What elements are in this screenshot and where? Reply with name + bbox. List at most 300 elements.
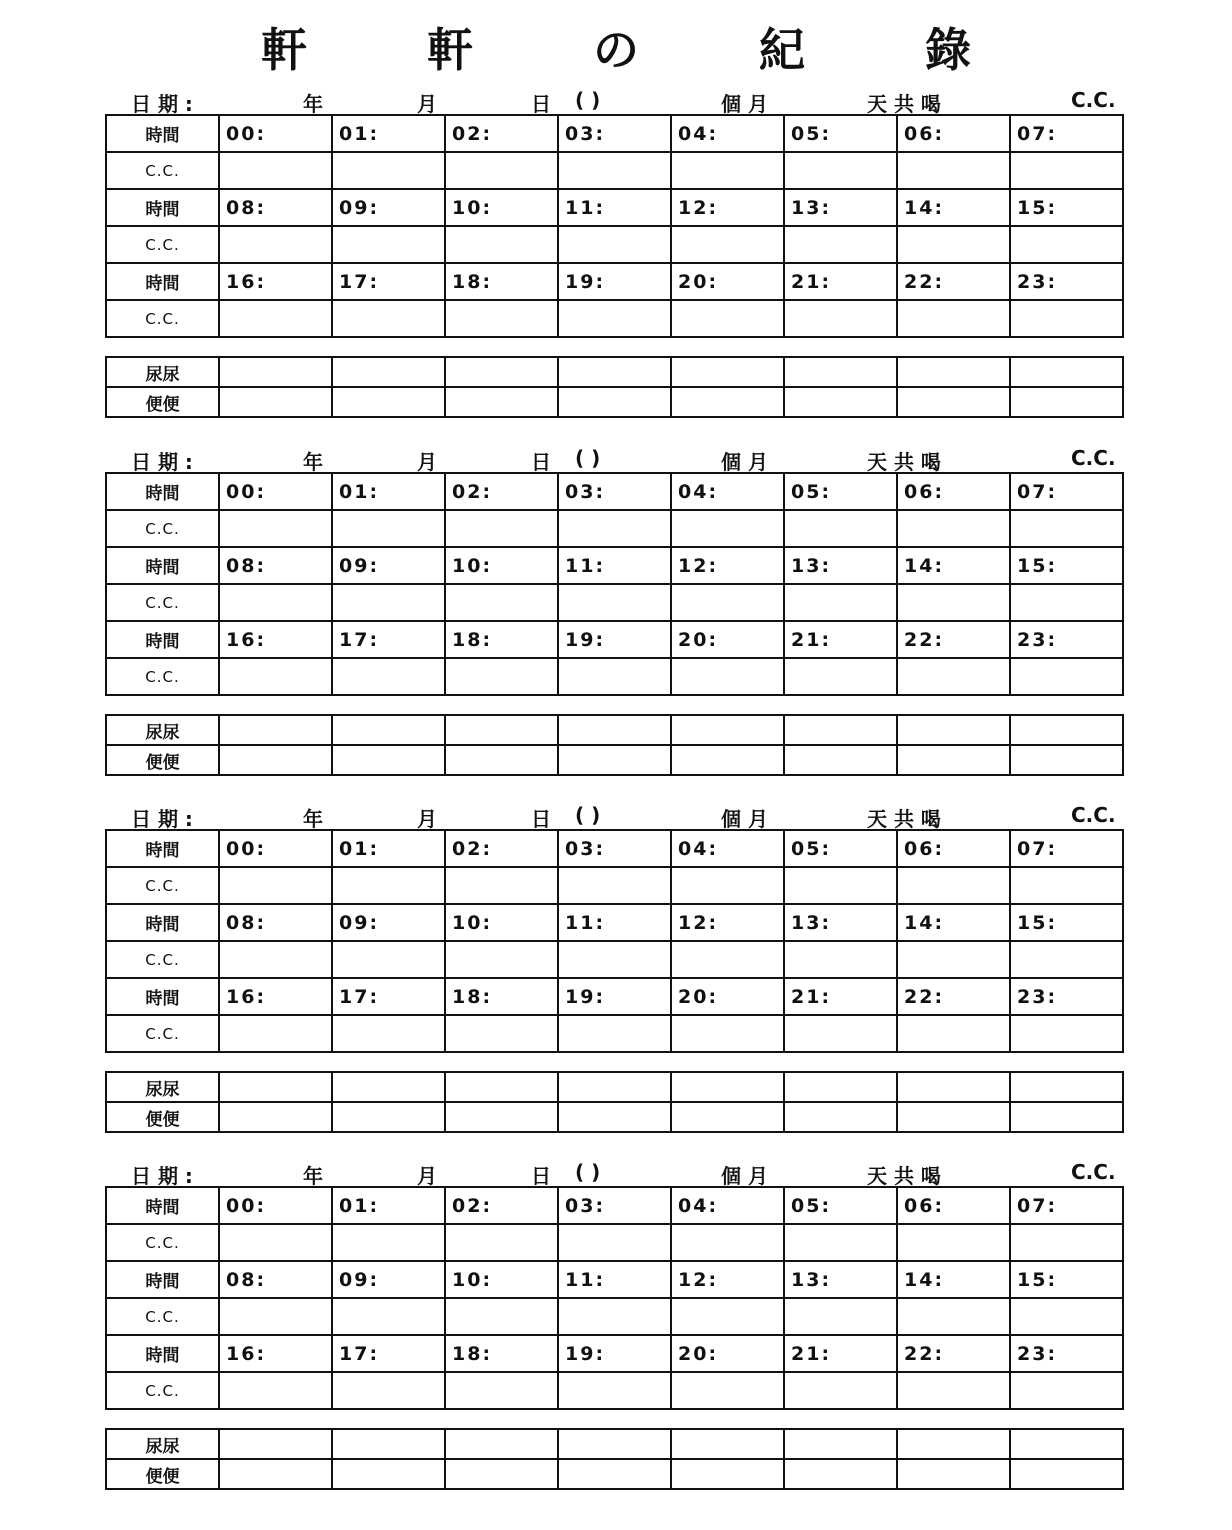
- cc-cell[interactable]: [558, 1372, 671, 1409]
- pee-cell[interactable]: [1010, 1429, 1123, 1459]
- hour-cell[interactable]: 03:: [558, 830, 671, 867]
- poop-cell[interactable]: [219, 1459, 332, 1489]
- day-record-3: [105, 803, 1123, 1133]
- cc-cell[interactable]: [1010, 152, 1123, 189]
- cc-cell[interactable]: [897, 1224, 1010, 1261]
- cc-cell[interactable]: [671, 1224, 784, 1261]
- cc-cell[interactable]: [558, 510, 671, 547]
- cc-cell[interactable]: [558, 658, 671, 695]
- cc-cell[interactable]: [897, 510, 1010, 547]
- cc-cell[interactable]: [332, 867, 445, 904]
- poop-cell[interactable]: [1010, 1459, 1123, 1489]
- hour-cell[interactable]: 19:: [558, 1335, 671, 1372]
- pee-cell[interactable]: [445, 1072, 558, 1102]
- cc-cell[interactable]: [558, 1298, 671, 1335]
- cc-cell[interactable]: [1010, 226, 1123, 263]
- pee-cell[interactable]: [1010, 357, 1123, 387]
- hour-cell[interactable]: 11:: [558, 547, 671, 584]
- pee-cell[interactable]: [558, 1072, 671, 1102]
- hour-cell[interactable]: 15:: [1010, 904, 1123, 941]
- hour-cell[interactable]: 01:: [332, 473, 445, 510]
- pee-cell[interactable]: [784, 1072, 897, 1102]
- cc-row-label: C.C.: [106, 1298, 219, 1335]
- pee-cell[interactable]: [558, 1429, 671, 1459]
- cc-cell[interactable]: [558, 584, 671, 621]
- hour-cell[interactable]: 10:: [445, 1261, 558, 1298]
- pee-cell[interactable]: [897, 1072, 1010, 1102]
- cc-cell[interactable]: [445, 510, 558, 547]
- pee-cell[interactable]: [558, 715, 671, 745]
- cc-cell[interactable]: [558, 1015, 671, 1052]
- hour-cell[interactable]: 11:: [558, 904, 671, 941]
- hour-cell[interactable]: 08:: [219, 547, 332, 584]
- cc-cell[interactable]: [445, 1224, 558, 1261]
- age-months-label: 個 月: [721, 807, 768, 831]
- hour-cell[interactable]: 07:: [1010, 473, 1123, 510]
- poop-cell[interactable]: [671, 1102, 784, 1132]
- hour-cell[interactable]: 15:: [1010, 547, 1123, 584]
- cc-cell[interactable]: [445, 226, 558, 263]
- hour-cell[interactable]: 21:: [784, 1335, 897, 1372]
- pee-cell[interactable]: [332, 357, 445, 387]
- poop-row: [106, 387, 1123, 417]
- hour-cell[interactable]: 05:: [784, 1187, 897, 1224]
- pee-cell[interactable]: [219, 1429, 332, 1459]
- cc-cell[interactable]: [1010, 1372, 1123, 1409]
- hour-cell[interactable]: 19:: [558, 621, 671, 658]
- cc-row-label: C.C.: [106, 152, 219, 189]
- pee-cell[interactable]: [1010, 1072, 1123, 1102]
- poop-cell[interactable]: [784, 745, 897, 775]
- cc-cell[interactable]: [1010, 658, 1123, 695]
- cc-cell[interactable]: [897, 941, 1010, 978]
- cc-cell[interactable]: [671, 941, 784, 978]
- hour-cell[interactable]: 06:: [897, 830, 1010, 867]
- day-record-4: [105, 1160, 1123, 1490]
- cc-cell[interactable]: [332, 226, 445, 263]
- hour-cell[interactable]: 09:: [332, 547, 445, 584]
- cc-cell[interactable]: [784, 584, 897, 621]
- pee-cell[interactable]: [219, 357, 332, 387]
- cc-cell[interactable]: [219, 584, 332, 621]
- cc-row-label: C.C.: [106, 867, 219, 904]
- hour-cell[interactable]: 05:: [784, 830, 897, 867]
- pee-cell[interactable]: [332, 715, 445, 745]
- poop-cell[interactable]: [332, 1102, 445, 1132]
- cc-cell[interactable]: [332, 1015, 445, 1052]
- cc-cell[interactable]: [445, 941, 558, 978]
- cc-row: [106, 510, 1123, 547]
- hour-cell[interactable]: 22:: [897, 1335, 1010, 1372]
- cc-cell[interactable]: [671, 658, 784, 695]
- cc-cell[interactable]: [784, 226, 897, 263]
- cc-cell[interactable]: [784, 1015, 897, 1052]
- cc-cell[interactable]: [897, 1372, 1010, 1409]
- cc-cell[interactable]: [897, 1015, 1010, 1052]
- time-row: [106, 189, 1123, 226]
- hour-cell[interactable]: 12:: [671, 189, 784, 226]
- hour-cell[interactable]: 11:: [558, 189, 671, 226]
- hour-cell[interactable]: 17:: [332, 263, 445, 300]
- hour-cell[interactable]: 15:: [1010, 189, 1123, 226]
- cc-cell[interactable]: [784, 1372, 897, 1409]
- pee-cell[interactable]: [219, 1072, 332, 1102]
- hour-cell[interactable]: 13:: [784, 547, 897, 584]
- poop-cell[interactable]: [671, 745, 784, 775]
- poop-cell[interactable]: [897, 1102, 1010, 1132]
- poop-cell[interactable]: [1010, 1102, 1123, 1132]
- cc-cell[interactable]: [1010, 584, 1123, 621]
- hour-cell[interactable]: 06:: [897, 115, 1010, 152]
- cc-cell[interactable]: [784, 510, 897, 547]
- hour-cell[interactable]: 23:: [1010, 263, 1123, 300]
- pee-cell[interactable]: [897, 715, 1010, 745]
- hour-cell[interactable]: 23:: [1010, 621, 1123, 658]
- age-months-label: 個 月: [721, 450, 768, 474]
- time-row-label: 時間: [106, 1261, 219, 1298]
- hour-cell[interactable]: 16:: [219, 978, 332, 1015]
- time-row: [106, 978, 1123, 1015]
- cc-cell[interactable]: [897, 658, 1010, 695]
- poop-cell[interactable]: [671, 387, 784, 417]
- poop-cell[interactable]: [445, 745, 558, 775]
- time-row: [106, 115, 1123, 152]
- cc-cell[interactable]: [897, 867, 1010, 904]
- pee-cell[interactable]: [671, 1072, 784, 1102]
- hour-cell[interactable]: 05:: [784, 115, 897, 152]
- hour-cell[interactable]: 04:: [671, 1187, 784, 1224]
- hour-cell[interactable]: 01:: [332, 115, 445, 152]
- feeding-grid: [105, 1186, 1124, 1410]
- cc-cell[interactable]: [1010, 1224, 1123, 1261]
- time-row-label: 時間: [106, 978, 219, 1015]
- day-label: 日: [531, 450, 551, 474]
- pee-cell[interactable]: [332, 1072, 445, 1102]
- total-cc-label: C.C.: [1071, 88, 1116, 112]
- pee-cell[interactable]: [558, 357, 671, 387]
- hour-cell[interactable]: 23:: [1010, 978, 1123, 1015]
- cc-cell[interactable]: [558, 152, 671, 189]
- hour-cell[interactable]: 07:: [1010, 1187, 1123, 1224]
- month-label: 月: [417, 450, 437, 474]
- cc-row-label: C.C.: [106, 1015, 219, 1052]
- cc-cell[interactable]: [897, 152, 1010, 189]
- hour-cell[interactable]: 03:: [558, 115, 671, 152]
- hour-cell[interactable]: 22:: [897, 621, 1010, 658]
- poop-cell[interactable]: [897, 1459, 1010, 1489]
- cc-cell[interactable]: [445, 584, 558, 621]
- hour-cell[interactable]: 19:: [558, 263, 671, 300]
- time-row: [106, 1187, 1123, 1224]
- cc-cell[interactable]: [671, 226, 784, 263]
- poop-row-label: 便便: [106, 1459, 219, 1489]
- pee-cell[interactable]: [897, 1429, 1010, 1459]
- hour-cell[interactable]: 16:: [219, 621, 332, 658]
- poop-cell[interactable]: [219, 745, 332, 775]
- pee-cell[interactable]: [332, 1429, 445, 1459]
- hour-cell[interactable]: 14:: [897, 904, 1010, 941]
- cc-cell[interactable]: [332, 1372, 445, 1409]
- cc-cell[interactable]: [445, 300, 558, 337]
- poop-cell[interactable]: [332, 745, 445, 775]
- pee-cell[interactable]: [784, 715, 897, 745]
- page-title: 軒 軒 の 紀 錄: [260, 23, 1024, 77]
- cc-cell[interactable]: [332, 1224, 445, 1261]
- day-label: 日: [531, 1164, 551, 1188]
- poop-row: [106, 1459, 1123, 1489]
- hour-cell[interactable]: 10:: [445, 904, 558, 941]
- pee-row: [106, 357, 1123, 387]
- hour-cell[interactable]: 07:: [1010, 115, 1123, 152]
- poop-row-label: 便便: [106, 745, 219, 775]
- pee-cell[interactable]: [1010, 715, 1123, 745]
- cc-cell[interactable]: [332, 152, 445, 189]
- poop-cell[interactable]: [445, 387, 558, 417]
- hour-cell[interactable]: 16:: [219, 1335, 332, 1372]
- poop-cell[interactable]: [558, 745, 671, 775]
- cc-cell[interactable]: [1010, 510, 1123, 547]
- hour-cell[interactable]: 17:: [332, 621, 445, 658]
- hour-cell[interactable]: 18:: [445, 263, 558, 300]
- hour-cell[interactable]: 15:: [1010, 1261, 1123, 1298]
- cc-cell[interactable]: [332, 584, 445, 621]
- cc-cell[interactable]: [784, 658, 897, 695]
- cc-cell[interactable]: [897, 584, 1010, 621]
- cc-cell[interactable]: [445, 152, 558, 189]
- pee-cell[interactable]: [219, 715, 332, 745]
- poop-cell[interactable]: [558, 387, 671, 417]
- hour-cell[interactable]: 20:: [671, 1335, 784, 1372]
- time-row: [106, 1335, 1123, 1372]
- cc-cell[interactable]: [1010, 300, 1123, 337]
- cc-cell[interactable]: [332, 510, 445, 547]
- cc-cell[interactable]: [558, 226, 671, 263]
- poop-cell[interactable]: [784, 387, 897, 417]
- hour-cell[interactable]: 01:: [332, 1187, 445, 1224]
- hour-cell[interactable]: 14:: [897, 189, 1010, 226]
- weekday-parens: ( ): [575, 88, 601, 112]
- hour-cell[interactable]: 07:: [1010, 830, 1123, 867]
- cc-cell[interactable]: [897, 1298, 1010, 1335]
- hour-cell[interactable]: 14:: [897, 547, 1010, 584]
- poop-cell[interactable]: [219, 1102, 332, 1132]
- time-row: [106, 904, 1123, 941]
- diaper-grid: [105, 1071, 1124, 1133]
- pee-cell[interactable]: [671, 715, 784, 745]
- cc-cell[interactable]: [445, 1015, 558, 1052]
- pee-cell[interactable]: [445, 715, 558, 745]
- cc-row-label: C.C.: [106, 1224, 219, 1261]
- hour-cell[interactable]: 01:: [332, 830, 445, 867]
- hour-cell[interactable]: 02:: [445, 115, 558, 152]
- poop-cell[interactable]: [445, 1102, 558, 1132]
- pee-cell[interactable]: [897, 357, 1010, 387]
- hour-cell[interactable]: 20:: [671, 978, 784, 1015]
- cc-cell[interactable]: [219, 300, 332, 337]
- cc-cell[interactable]: [558, 941, 671, 978]
- hour-cell[interactable]: 00:: [219, 1187, 332, 1224]
- cc-cell[interactable]: [784, 1224, 897, 1261]
- poop-row: [106, 1102, 1123, 1132]
- pee-cell[interactable]: [671, 357, 784, 387]
- hour-cell[interactable]: 09:: [332, 189, 445, 226]
- cc-cell[interactable]: [219, 510, 332, 547]
- cc-cell[interactable]: [332, 300, 445, 337]
- hour-cell[interactable]: 02:: [445, 473, 558, 510]
- hour-cell[interactable]: 03:: [558, 473, 671, 510]
- hour-cell[interactable]: 12:: [671, 547, 784, 584]
- hour-cell[interactable]: 18:: [445, 621, 558, 658]
- hour-cell[interactable]: 21:: [784, 263, 897, 300]
- hour-cell[interactable]: 21:: [784, 621, 897, 658]
- pee-cell[interactable]: [671, 1429, 784, 1459]
- cc-cell[interactable]: [219, 1372, 332, 1409]
- poop-cell[interactable]: [897, 387, 1010, 417]
- poop-cell[interactable]: [219, 387, 332, 417]
- poop-cell[interactable]: [897, 745, 1010, 775]
- cc-cell[interactable]: [219, 1015, 332, 1052]
- cc-cell[interactable]: [671, 867, 784, 904]
- poop-row-label: 便便: [106, 387, 219, 417]
- time-row-label: 時間: [106, 1187, 219, 1224]
- hour-cell[interactable]: 21:: [784, 978, 897, 1015]
- hour-cell[interactable]: 04:: [671, 115, 784, 152]
- cc-cell[interactable]: [558, 867, 671, 904]
- cc-cell[interactable]: [671, 584, 784, 621]
- cc-cell[interactable]: [219, 867, 332, 904]
- hour-cell[interactable]: 19:: [558, 978, 671, 1015]
- hour-cell[interactable]: 13:: [784, 1261, 897, 1298]
- hour-cell[interactable]: 17:: [332, 1335, 445, 1372]
- cc-cell[interactable]: [219, 941, 332, 978]
- hour-cell[interactable]: 08:: [219, 904, 332, 941]
- hour-cell[interactable]: 13:: [784, 189, 897, 226]
- cc-cell[interactable]: [784, 152, 897, 189]
- hour-cell[interactable]: 12:: [671, 904, 784, 941]
- cc-cell[interactable]: [332, 941, 445, 978]
- hour-cell[interactable]: 12:: [671, 1261, 784, 1298]
- hour-cell[interactable]: 20:: [671, 621, 784, 658]
- cc-cell[interactable]: [671, 510, 784, 547]
- hour-cell[interactable]: 10:: [445, 547, 558, 584]
- poop-cell[interactable]: [784, 1459, 897, 1489]
- hour-cell[interactable]: 22:: [897, 978, 1010, 1015]
- hour-cell[interactable]: 11:: [558, 1261, 671, 1298]
- hour-cell[interactable]: 22:: [897, 263, 1010, 300]
- poop-cell[interactable]: [558, 1459, 671, 1489]
- hour-cell[interactable]: 00:: [219, 473, 332, 510]
- weekday-parens: ( ): [575, 803, 601, 827]
- cc-cell[interactable]: [671, 1015, 784, 1052]
- time-row-label: 時間: [106, 473, 219, 510]
- cc-cell[interactable]: [558, 300, 671, 337]
- pee-cell[interactable]: [445, 1429, 558, 1459]
- cc-cell[interactable]: [784, 941, 897, 978]
- hour-cell[interactable]: 23:: [1010, 1335, 1123, 1372]
- day-label: 日: [531, 92, 551, 116]
- poop-cell[interactable]: [1010, 745, 1123, 775]
- hour-cell[interactable]: 20:: [671, 263, 784, 300]
- hour-cell[interactable]: 08:: [219, 1261, 332, 1298]
- hour-cell[interactable]: 06:: [897, 473, 1010, 510]
- cc-cell[interactable]: [1010, 941, 1123, 978]
- pee-cell[interactable]: [784, 1429, 897, 1459]
- cc-cell[interactable]: [897, 300, 1010, 337]
- cc-cell[interactable]: [445, 1372, 558, 1409]
- poop-cell[interactable]: [445, 1459, 558, 1489]
- hour-cell[interactable]: 18:: [445, 1335, 558, 1372]
- cc-cell[interactable]: [219, 152, 332, 189]
- hour-cell[interactable]: 16:: [219, 263, 332, 300]
- hour-cell[interactable]: 10:: [445, 189, 558, 226]
- pee-row: [106, 1429, 1123, 1459]
- hour-cell[interactable]: 08:: [219, 189, 332, 226]
- poop-cell[interactable]: [558, 1102, 671, 1132]
- year-label: 年: [303, 92, 323, 116]
- cc-cell[interactable]: [219, 658, 332, 695]
- cc-cell[interactable]: [1010, 1298, 1123, 1335]
- cc-cell[interactable]: [897, 226, 1010, 263]
- cc-cell[interactable]: [671, 300, 784, 337]
- cc-cell[interactable]: [784, 300, 897, 337]
- cc-cell[interactable]: [219, 1224, 332, 1261]
- hour-cell[interactable]: 18:: [445, 978, 558, 1015]
- hour-cell[interactable]: 02:: [445, 1187, 558, 1224]
- hour-cell[interactable]: 04:: [671, 473, 784, 510]
- cc-cell[interactable]: [671, 1372, 784, 1409]
- poop-cell[interactable]: [784, 1102, 897, 1132]
- hour-cell[interactable]: 06:: [897, 1187, 1010, 1224]
- cc-cell[interactable]: [219, 226, 332, 263]
- cc-cell[interactable]: [332, 1298, 445, 1335]
- cc-cell[interactable]: [445, 1298, 558, 1335]
- time-row: [106, 263, 1123, 300]
- poop-cell[interactable]: [1010, 387, 1123, 417]
- hour-cell[interactable]: 09:: [332, 904, 445, 941]
- hour-cell[interactable]: 04:: [671, 830, 784, 867]
- poop-cell[interactable]: [332, 1459, 445, 1489]
- cc-cell[interactable]: [671, 152, 784, 189]
- cc-cell[interactable]: [671, 1298, 784, 1335]
- cc-cell[interactable]: [332, 658, 445, 695]
- cc-cell[interactable]: [1010, 1015, 1123, 1052]
- cc-cell[interactable]: [445, 658, 558, 695]
- time-row-label: 時間: [106, 263, 219, 300]
- hour-cell[interactable]: 05:: [784, 473, 897, 510]
- hour-cell[interactable]: 02:: [445, 830, 558, 867]
- days-total-label: 天 共 喝: [867, 1164, 941, 1188]
- poop-cell[interactable]: [671, 1459, 784, 1489]
- hour-cell[interactable]: 09:: [332, 1261, 445, 1298]
- hour-cell[interactable]: 14:: [897, 1261, 1010, 1298]
- cc-cell[interactable]: [558, 1224, 671, 1261]
- pee-cell[interactable]: [445, 357, 558, 387]
- hour-cell[interactable]: 03:: [558, 1187, 671, 1224]
- hour-cell[interactable]: 00:: [219, 115, 332, 152]
- cc-cell[interactable]: [784, 867, 897, 904]
- cc-cell[interactable]: [1010, 867, 1123, 904]
- month-label: 月: [417, 92, 437, 116]
- poop-cell[interactable]: [332, 387, 445, 417]
- pee-cell[interactable]: [784, 357, 897, 387]
- hour-cell[interactable]: 13:: [784, 904, 897, 941]
- cc-row-label: C.C.: [106, 226, 219, 263]
- hour-cell[interactable]: 17:: [332, 978, 445, 1015]
- cc-cell[interactable]: [219, 1298, 332, 1335]
- cc-cell[interactable]: [784, 1298, 897, 1335]
- cc-cell[interactable]: [445, 867, 558, 904]
- hour-cell[interactable]: 00:: [219, 830, 332, 867]
